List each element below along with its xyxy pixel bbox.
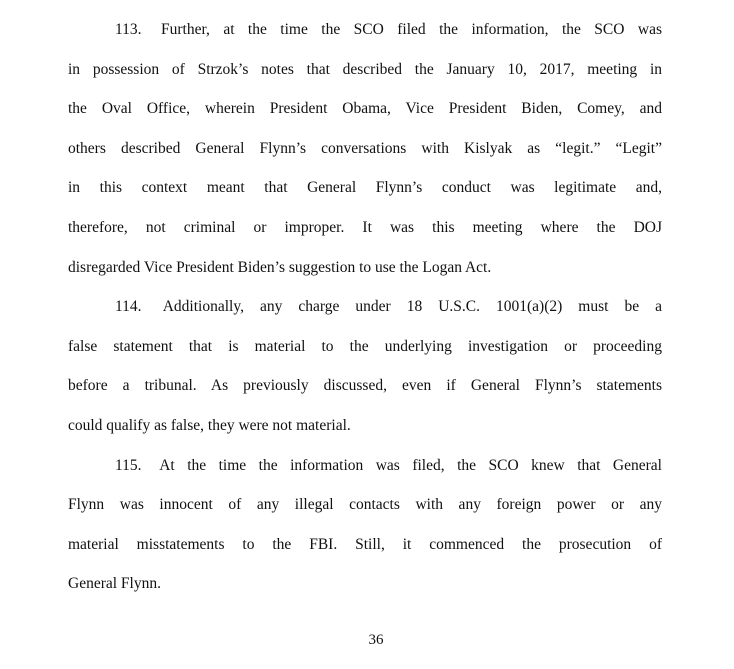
line-text: Additionally, any charge under 18 U.S.C. 1001(a)(2) must be a	[162, 298, 662, 316]
line-text: in this context meant that General Flynn’s conduct was legitimate and,	[68, 179, 662, 197]
text-line	[68, 59, 662, 99]
line-text: At the time the information was filed, the SCO knew that General	[159, 456, 662, 474]
line-text: could qualify as false, they were not material.	[68, 416, 351, 434]
text-line	[68, 138, 662, 178]
line-text: others described General Flynn’s conversations with Kislyak as “legit.” “Legit”	[68, 139, 662, 157]
line-text: disregarded Vice President Biden’s suggestion to use the Logan Act.	[68, 258, 492, 276]
paragraph-number: 115.	[115, 456, 142, 474]
text-line	[68, 217, 662, 257]
line-text: material misstatements to the FBI. Still, it commenced the prosecution of	[68, 535, 662, 553]
text-line	[68, 375, 662, 415]
document-body	[68, 19, 662, 613]
text-line	[68, 296, 662, 336]
text-line	[68, 19, 662, 59]
text-line	[68, 177, 662, 217]
text-line	[68, 257, 662, 297]
line-text: false statement that is material to the underlying investigation or proceeding	[68, 337, 662, 355]
paragraph-113	[68, 19, 662, 296]
line-text: therefore, not criminal or improper. It was this meeting where the DOJ	[68, 218, 662, 236]
page-number: 36	[368, 632, 384, 648]
paragraph-number: 114.	[115, 298, 142, 316]
paragraph-114	[68, 296, 662, 454]
line-text: Flynn was innocent of any illegal contacts with any foreign power or any	[68, 496, 662, 514]
line-text: General Flynn.	[68, 575, 161, 593]
text-line	[68, 455, 662, 495]
line-text: the Oval Office, wherein President Obama, Vice President Biden, Comey, and	[68, 100, 662, 118]
text-line	[68, 494, 662, 534]
paragraph-115	[68, 455, 662, 613]
text-line	[68, 573, 662, 613]
line-text: in possession of Strzok’s notes that described the January 10, 2017, meeting in	[68, 60, 662, 78]
paragraph-number: 113.	[115, 21, 142, 38]
line-text: Further, at the time the SCO filed the information, the SCO was	[161, 21, 662, 38]
line-text: before a tribunal. As previously discussed, even if General Flynn’s statements	[68, 377, 662, 395]
text-line	[68, 98, 662, 138]
text-line	[68, 415, 662, 455]
text-line	[68, 534, 662, 574]
text-line	[68, 336, 662, 376]
